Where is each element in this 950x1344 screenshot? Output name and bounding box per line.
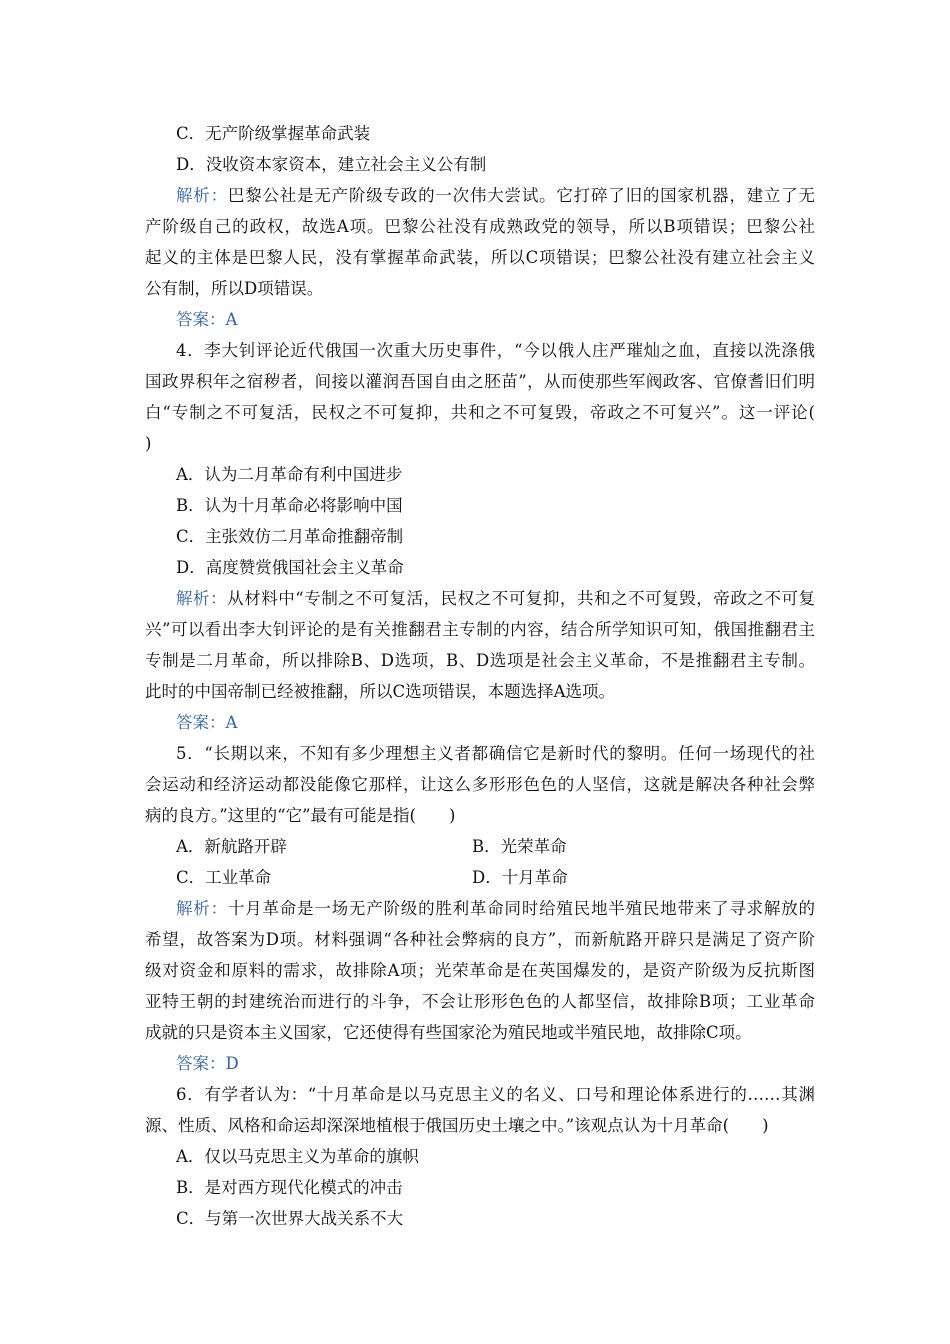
q4-answer: 答案：A <box>176 713 238 732</box>
q5-option-a: A．新航路开辟 <box>176 837 287 856</box>
q5-analysis-line: 成就的只是资本主义国家，它还使得有些国家沦为殖民地或半殖民地，故排除C项。 <box>145 1023 752 1042</box>
q6-stem-line: 6．有学者认为：“十月革命是以马克思主义的名义、口号和理论体系进行的……其渊 <box>176 1085 815 1104</box>
q4-stem-line: 国政界积年之宿秽者，间接以灌润吾国自由之胚苗”，从而使那些军阀政客、官僚耆旧们明 <box>145 372 815 391</box>
q4-option-c: C．主张效仿二月革命推翻帝制 <box>176 527 404 546</box>
q3-option-d: D．没收资本家资本，建立社会主义公有制 <box>176 155 487 174</box>
q3-analysis-line: 起义的主体是巴黎人民，没有掌握革命武装，所以C项错误；巴黎公社没有建立社会主义 <box>145 248 815 267</box>
q3-analysis-line <box>176 186 815 206</box>
analysis-label: 解析： <box>176 589 228 608</box>
q3-option-c: C．无产阶级掌握革命武装 <box>176 124 371 143</box>
q5-stem-line: 会运动和经济运动都没能像它那样，让这么多形形色色的人坚信，这就是解决各种社会弊 <box>145 775 815 794</box>
q6-option-b: B．是对西方现代化模式的冲击 <box>176 1178 403 1197</box>
analysis-label: 解析： <box>176 899 228 918</box>
q4-stem-line: ) <box>145 434 152 453</box>
q4-option-a: A．认为二月革命有利中国进步 <box>176 465 403 484</box>
q3-analysis-line: 产阶级自己的政权，故选A项。巴黎公社没有成熟政党的领导，所以B项错误；巴黎公社 <box>145 217 815 236</box>
q5-analysis-line: 希望，故答案为D项。材料强调“各种社会弊病的良方”，而新航路开辟只是满足了资产阶 <box>145 930 815 949</box>
q5-option-c: C．工业革命 <box>176 868 272 887</box>
analysis-text: 从材料中“专制之不可复活，民权之不可复抑，共和之不可复毁，帝政之不可复 <box>227 589 816 608</box>
q4-analysis-line: 专制是二月革命，所以排除B、D选项，B、D选项是社会主义革命，不是推翻君主专制。 <box>145 651 815 670</box>
q3-answer: 答案：A <box>176 310 238 329</box>
analysis-text: 十月革命是一场无产阶级的胜利革命同时给殖民地半殖民地带来了寻求解放的 <box>227 899 815 918</box>
q5-analysis-line <box>176 899 815 919</box>
q4-stem-line: 4．李大钊评论近代俄国一次重大历史事件，“今以俄人庄严璀灿之血，直接以洗涤俄 <box>176 341 815 360</box>
q5-stem-line: 5．“长期以来，不知有多少理想主义者都确信它是新时代的黎明。任何一场现代的社 <box>176 744 815 763</box>
q5-stem-line: 病的良方。”这里的“它”最有可能是指( ) <box>145 806 456 825</box>
analysis-text: 巴黎公社是无产阶级专政的一次伟大尝试。它打碎了旧的国家机器，建立了无 <box>227 186 815 205</box>
q6-stem-line: 源、性质、风格和命运却深深地植根于俄国历史土壤之中。”该观点认为十月革命( ) <box>145 1116 769 1135</box>
q4-option-d: D．高度赞赏俄国社会主义革命 <box>176 558 404 577</box>
q4-analysis-line <box>176 589 815 609</box>
q4-option-b: B．认为十月革命必将影响中国 <box>176 496 403 515</box>
q6-option-a: A．仅以马克思主义为革命的旗帜 <box>176 1147 419 1166</box>
q3-analysis-line: 公有制，所以D项错误。 <box>145 279 324 298</box>
q4-analysis-line: 兴”可以看出李大钊评论的是有关推翻君主专制的内容，结合所学知识可知，俄国推翻君主 <box>145 620 815 639</box>
q6-option-c: C．与第一次世界大战关系不大 <box>176 1209 404 1228</box>
q4-analysis-line: 此时的中国帝制已经被推翻，所以C选项错误，本题选择A选项。 <box>145 682 616 701</box>
q5-answer: 答案：D <box>176 1054 239 1073</box>
q5-option-b: B．光荣革命 <box>472 837 567 856</box>
q4-stem-line: 白“专制之不可复活，民权之不可复抑，共和之不可复毁，帝政之不可复兴”。这一评论( <box>145 403 815 422</box>
q5-analysis-line: 级对资金和原料的需求，故排除A项；光荣革命是在英国爆发的，是资产阶级为反抗斯图 <box>145 961 815 980</box>
q5-option-d: D．十月革命 <box>472 868 568 887</box>
q5-analysis-line: 亚特王朝的封建统治而进行的斗争，不会让形形色色的人都坚信，故排除B项；工业革命 <box>145 992 815 1011</box>
analysis-label: 解析： <box>176 186 228 205</box>
